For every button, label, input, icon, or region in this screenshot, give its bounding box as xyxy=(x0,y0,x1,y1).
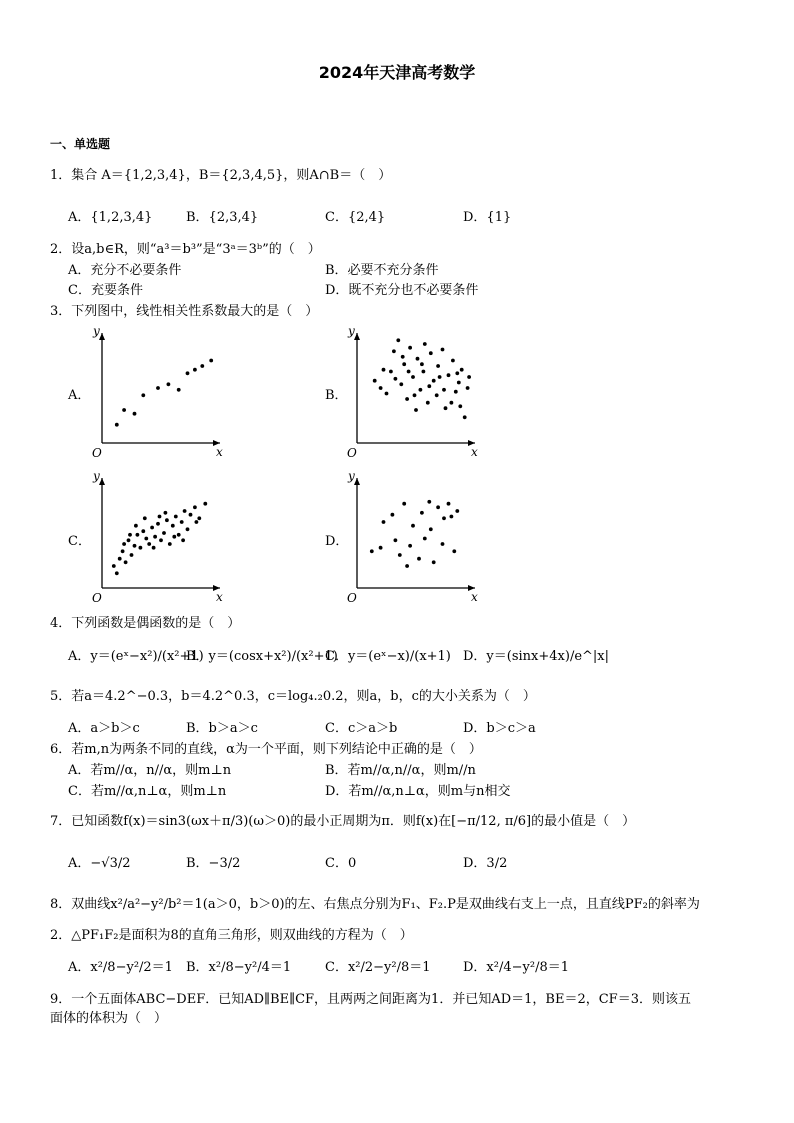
x-axis-label-d: x xyxy=(471,590,478,604)
question-3-stem: 3．下列图中，线性相关性系数最大的是（ ） xyxy=(50,304,319,319)
scatter-point-b-25 xyxy=(454,390,458,394)
q3-option-d[interactable]: D． xyxy=(325,534,349,549)
scatter-point-c-5 xyxy=(127,538,131,542)
scatter-point-a-4 xyxy=(156,386,160,390)
scatter-point-d-15 xyxy=(436,505,440,509)
scatter-point-b-11 xyxy=(414,408,418,412)
scatter-point-b-15 xyxy=(423,342,427,346)
q4-option-b[interactable]: B．y＝(cosx+x²)/(x²+1) xyxy=(186,649,338,664)
scatter-point-b-41 xyxy=(407,370,411,374)
scatter-point-b-35 xyxy=(458,404,462,408)
scatter-point-b-7 xyxy=(402,362,406,366)
scatter-point-d-22 xyxy=(427,500,431,504)
scatter-point-c-22 xyxy=(177,533,181,537)
scatter-point-c-25 xyxy=(186,527,190,531)
q4-option-d[interactable]: D．y＝(sinx+4x)/e^|x| xyxy=(463,649,609,664)
scatter-point-b-20 xyxy=(436,364,440,368)
scatter-point-c-28 xyxy=(197,516,201,520)
scatter-point-a-6 xyxy=(177,388,181,392)
scatter-point-b-37 xyxy=(413,393,417,397)
scatter-point-c-38 xyxy=(158,515,162,519)
question-5-stem: 5．若a＝4.2^−0.3，b＝4.2^0.3，c＝log₄.₂0.2，则a，b，c的大小关系为（ ） xyxy=(50,689,536,704)
scatter-point-c-15 xyxy=(156,522,160,526)
scatter-point-c-29 xyxy=(203,502,207,506)
scatter-point-b-23 xyxy=(447,373,451,377)
scatter-point-b-39 xyxy=(467,375,471,379)
scatter-point-a-5 xyxy=(167,382,171,386)
scatter-point-d-18 xyxy=(450,515,454,519)
question-1-stem: 1．集合 A＝{1,2,3,4}，B＝{2,3,4,5}，则A∩B＝（ ） xyxy=(50,168,392,183)
scatter-point-d-20 xyxy=(455,509,459,513)
q6-option-d[interactable]: D．若m//α,n⊥α，则m与n相交 xyxy=(325,784,511,799)
scatter-point-c-21 xyxy=(174,515,178,519)
scatter-point-b-21 xyxy=(441,348,445,352)
scatter-point-c-4 xyxy=(124,560,128,564)
scatter-point-c-1 xyxy=(115,571,119,575)
scatter-point-d-19 xyxy=(452,549,456,553)
scatter-point-c-10 xyxy=(141,529,145,533)
scatter-point-c-3 xyxy=(121,549,125,553)
q7-option-c[interactable]: C．0 xyxy=(325,856,357,871)
scatter-point-d-14 xyxy=(432,560,436,564)
scatter-point-d-3 xyxy=(391,513,395,517)
scatter-point-b-19 xyxy=(435,393,439,397)
scatter-point-c-34 xyxy=(181,538,185,542)
scatter-point-b-13 xyxy=(419,388,423,392)
q2-option-c[interactable]: C．充要条件 xyxy=(68,283,143,298)
scatter-point-b-29 xyxy=(466,386,470,390)
scatter-point-b-31 xyxy=(401,355,405,359)
scatter-point-d-12 xyxy=(423,537,427,541)
scatter-point-d-13 xyxy=(429,527,433,531)
scatter-point-b-2 xyxy=(379,386,383,390)
scatter-point-a-0 xyxy=(115,423,119,427)
y-arrow-a xyxy=(99,333,105,340)
scatter-point-b-1 xyxy=(382,368,386,372)
q3-option-b[interactable]: B． xyxy=(325,388,348,403)
scatter-point-d-0 xyxy=(370,549,374,553)
scatter-point-c-26 xyxy=(189,513,193,517)
scatter-point-b-14 xyxy=(422,370,426,374)
scatter-point-a-10 xyxy=(209,359,213,363)
scatter-point-d-11 xyxy=(420,511,424,515)
scatter-point-b-33 xyxy=(438,375,442,379)
scatter-point-c-30 xyxy=(122,542,126,546)
y-arrow-c xyxy=(99,478,105,485)
question-7-stem: 7．已知函数f(x)＝sin3(ωx＋π/3)(ω＞0)的最小正周期为π．则f(x)在[−π/12, π/6]的最小值是（ ） xyxy=(50,814,636,829)
q1-option-b[interactable]: B．{2,3,4} xyxy=(186,210,259,225)
x-axis-label-c: x xyxy=(216,590,223,604)
scatter-point-a-7 xyxy=(186,371,190,375)
scatter-point-c-17 xyxy=(162,531,166,535)
q3-option-a[interactable]: A． xyxy=(68,388,91,403)
scatter-point-b-5 xyxy=(396,338,400,342)
scatter-point-c-12 xyxy=(147,542,151,546)
question-8-stem: 8．双曲线x²/a²−y²/b²＝1(a＞0，b＞0)的左、右焦点分别为F₁、F₂.P是双曲线右支上一点，且直线PF₂的斜率为 xyxy=(50,897,700,912)
scatter-point-c-37 xyxy=(172,535,176,539)
scatter-point-c-8 xyxy=(136,533,140,537)
scatter-point-b-38 xyxy=(442,388,446,392)
scatter-plot-d xyxy=(345,469,480,605)
scatter-point-d-4 xyxy=(394,538,398,542)
scatter-point-a-8 xyxy=(193,368,197,372)
question-8-stem-cont: 2．△PF₁F₂是面积为8的直角三角形，则双曲线的方程为（ ） xyxy=(50,928,413,943)
scatter-point-b-26 xyxy=(457,381,461,385)
scatter-point-d-7 xyxy=(405,564,409,568)
scatter-point-c-23 xyxy=(180,520,184,524)
scatter-point-b-34 xyxy=(450,401,454,405)
y-arrow-d xyxy=(354,478,360,485)
q1-option-d[interactable]: D．{1} xyxy=(463,210,512,225)
q1-option-a[interactable]: A．{1,2,3,4} xyxy=(68,210,153,225)
scatter-point-b-4 xyxy=(392,349,396,353)
q8-option-a[interactable]: A．x²/8−y²/2＝1 xyxy=(68,960,173,975)
x-axis-label-a: x xyxy=(216,445,223,459)
scatter-point-c-32 xyxy=(152,546,156,550)
q7-option-d[interactable]: D．3/2 xyxy=(463,856,508,871)
section-heading: 一、单选题 xyxy=(50,137,111,151)
y-axis-label-a: y xyxy=(93,324,100,338)
scatter-point-c-18 xyxy=(165,518,169,522)
scatter-point-c-20 xyxy=(171,524,175,528)
q5-option-a[interactable]: A．a＞b＞c xyxy=(68,721,140,736)
scatter-point-b-42 xyxy=(420,362,424,366)
origin-label-d: O xyxy=(347,591,357,605)
scatter-point-b-36 xyxy=(394,377,398,381)
scatter-point-c-27 xyxy=(193,505,197,509)
origin-label-a: O xyxy=(92,446,102,460)
q5-option-b[interactable]: B．b＞a＞c xyxy=(186,721,258,736)
scatter-point-c-11 xyxy=(144,537,148,541)
question-9-stem: 9．一个五面体ABC−DEF．已知AD∥BE∥CF，且两两之间距离为1．并已知AD＝1，BE＝2，CF＝3．则该五 xyxy=(50,992,691,1007)
q1-option-c[interactable]: C．{2,4} xyxy=(325,210,386,225)
q6-option-c[interactable]: C．若m//α,n⊥α，则m⊥n xyxy=(68,784,227,799)
scatter-point-b-9 xyxy=(408,346,412,350)
scatter-point-b-18 xyxy=(432,379,436,383)
scatter-point-b-8 xyxy=(405,397,409,401)
x-axis-label-b: x xyxy=(471,445,478,459)
scatter-point-d-21 xyxy=(442,516,446,520)
scatter-point-c-7 xyxy=(133,544,137,548)
scatter-point-b-27 xyxy=(460,368,464,372)
scatter-plot-c xyxy=(90,469,225,605)
scatter-point-c-35 xyxy=(195,520,199,524)
scatter-point-d-1 xyxy=(379,546,383,550)
scatter-point-a-1 xyxy=(122,408,126,412)
question-6-stem: 6．若m,n为两条不同的直线，α为一个平面，则下列结论中正确的是（ ） xyxy=(50,742,482,757)
question-2-stem: 2．设a,b∈R，则“a³＝b³”是“3ᵃ＝3ᵇ”的（ ） xyxy=(50,242,321,257)
scatter-point-b-32 xyxy=(427,384,431,388)
q5-option-d[interactable]: D．b＞c＞a xyxy=(463,721,536,736)
scatter-point-c-2 xyxy=(118,557,122,561)
scatter-plot-b xyxy=(345,324,480,460)
scatter-point-b-10 xyxy=(411,375,415,379)
y-arrow-b xyxy=(354,333,360,340)
q2-option-a[interactable]: A．充分不必要条件 xyxy=(68,263,182,278)
scatter-point-c-0 xyxy=(112,564,116,568)
scatter-point-b-6 xyxy=(399,382,403,386)
scatter-point-c-19 xyxy=(168,542,172,546)
y-axis-label-b: y xyxy=(348,324,355,338)
q7-option-a[interactable]: A．−√3/2 xyxy=(68,856,131,871)
scatter-point-b-12 xyxy=(416,357,420,361)
scatter-point-c-31 xyxy=(143,516,147,520)
q6-option-a[interactable]: A．若m//α，n//α，则m⊥n xyxy=(68,763,232,778)
scatter-plot-a xyxy=(90,324,225,460)
scatter-point-b-22 xyxy=(444,406,448,410)
q6-option-b[interactable]: B．若m//α,n//α，则m//n xyxy=(325,763,476,778)
scatter-point-d-16 xyxy=(441,542,445,546)
scatter-point-b-24 xyxy=(451,359,455,363)
scatter-point-d-8 xyxy=(408,544,412,548)
scatter-point-d-10 xyxy=(417,557,421,561)
scatter-point-b-30 xyxy=(385,392,389,396)
y-axis-label-c: y xyxy=(93,469,100,483)
scatter-point-d-2 xyxy=(382,520,386,524)
scatter-point-b-17 xyxy=(429,351,433,355)
scatter-point-b-16 xyxy=(426,401,430,405)
origin-label-b: O xyxy=(347,446,357,460)
scatter-point-b-0 xyxy=(373,379,377,383)
q8-option-d[interactable]: D．x²/4−y²/8＝1 xyxy=(463,960,569,975)
scatter-point-c-14 xyxy=(153,535,157,539)
question-9-stem-cont: 面体的体积为（ ） xyxy=(50,1011,168,1026)
page-title: 2024年天津高考数学 xyxy=(318,63,476,82)
y-axis-label-d: y xyxy=(348,469,355,483)
q8-option-b[interactable]: B．x²/8−y²/4＝1 xyxy=(186,960,292,975)
scatter-point-d-17 xyxy=(447,502,451,506)
scatter-point-a-9 xyxy=(200,364,204,368)
scatter-point-c-6 xyxy=(130,553,134,557)
scatter-point-d-6 xyxy=(402,502,406,506)
scatter-point-c-13 xyxy=(150,526,154,530)
q4-option-c[interactable]: C．y＝(eˣ−x)/(x+1) xyxy=(325,649,451,664)
scatter-point-a-2 xyxy=(133,412,137,416)
scatter-point-b-40 xyxy=(455,371,459,375)
scatter-point-b-28 xyxy=(463,415,467,419)
q7-option-b[interactable]: B．−3/2 xyxy=(186,856,241,871)
scatter-point-c-9 xyxy=(139,546,143,550)
q5-option-c[interactable]: C．c＞a＞b xyxy=(325,721,398,736)
scatter-point-b-3 xyxy=(389,370,393,374)
scatter-point-c-39 xyxy=(128,533,132,537)
question-4-stem: 4．下列函数是偶函数的是（ ） xyxy=(50,616,241,631)
q2-option-d[interactable]: D．既不充分也不必要条件 xyxy=(325,283,479,298)
scatter-point-d-9 xyxy=(411,524,415,528)
scatter-point-c-24 xyxy=(183,509,187,513)
q3-option-c[interactable]: C． xyxy=(68,534,91,549)
origin-label-c: O xyxy=(92,591,102,605)
scatter-point-c-33 xyxy=(164,511,168,515)
q8-option-c[interactable]: C．x²/2−y²/8＝1 xyxy=(325,960,431,975)
q2-option-b[interactable]: B．必要不充分条件 xyxy=(325,263,439,278)
scatter-point-c-36 xyxy=(134,524,138,528)
scatter-point-a-3 xyxy=(141,393,145,397)
scatter-point-c-16 xyxy=(159,538,163,542)
q4-option-a[interactable]: A．y＝(eˣ−x²)/(x²+1) xyxy=(68,649,204,664)
scatter-point-d-5 xyxy=(398,553,402,557)
